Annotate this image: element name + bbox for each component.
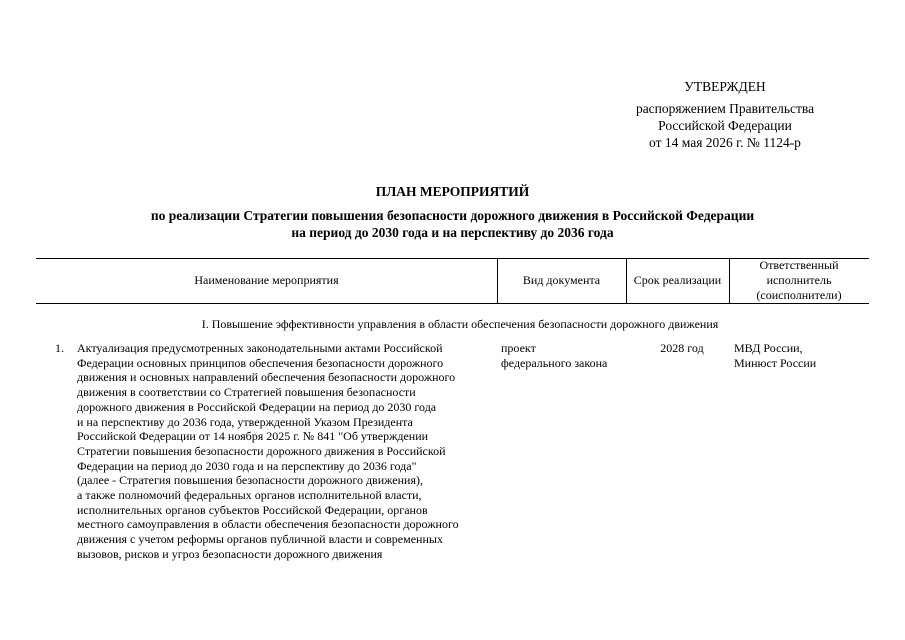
column-header-name: Наименование мероприятия xyxy=(194,273,339,287)
approval-line-1: распоряжением Правительства xyxy=(635,101,815,116)
column-header-doc-type: Вид документа xyxy=(522,273,601,287)
approval-line-2: Российской Федерации xyxy=(658,118,792,133)
plan-title-block xyxy=(0,183,905,241)
plan-subtitle-line-2: на период до 2030 года и на перспективу до 2036 года xyxy=(291,225,614,240)
row-document-type: проект федерального закона xyxy=(501,341,608,370)
table-header-bottom-border xyxy=(36,303,869,304)
approval-line-3: от 14 мая 2026 г. № 1124-р xyxy=(649,135,801,150)
plan-title: ПЛАН МЕРОПРИЯТИЙ xyxy=(375,184,530,199)
row-term: 2028 год xyxy=(660,341,704,355)
section-heading: I. Повышение эффективности управления в области обеспечения безопасности дорожного движения xyxy=(201,317,719,331)
column-header-term: Срок реализации xyxy=(633,273,722,287)
approval-heading: УТВЕРЖДЕН xyxy=(684,79,766,94)
row-activity-name: Актуализация предусмотренных законодательными актами Российской Федерации основных принципов обеспечения безопасности дорожного движения и основных направлений обеспечения безопасности дорожного движения в соответствии со Стратегией повышения безопасности дорожного движения в Российской Федерации на период до 2030 года и на перспективу до 2036 года, утвержденной Указом Президента Российской Федерации от 14 ноября 2025 г. № 841 "Об утверждении Стратегии повышения безопасности дорожного движения в Российской Федерации на период до 2030 года и на перспективу до 2036 года" (далее - Стратегия повышения безопасности дорожного движения), а также полномочий федеральных органов исполнительной власти, исполнительных органов субъектов Российской Федерации, органов местного самоуправления в области обеспечения безопасности дорожного движения с учетом реформы органов публичной власти и современных вызовов, рисков и угроз безопасности дорожного движения xyxy=(77,341,459,561)
approval-stamp xyxy=(605,78,845,151)
row-number: 1. xyxy=(55,341,64,355)
row-executor: МВД России, Минюст России xyxy=(734,341,817,370)
plan-subtitle-line-1: по реализации Стратегии повышения безопасности дорожного движения в Российской Федерации xyxy=(150,208,755,223)
column-header-executor: Ответственный исполнитель (соисполнители) xyxy=(756,258,842,302)
